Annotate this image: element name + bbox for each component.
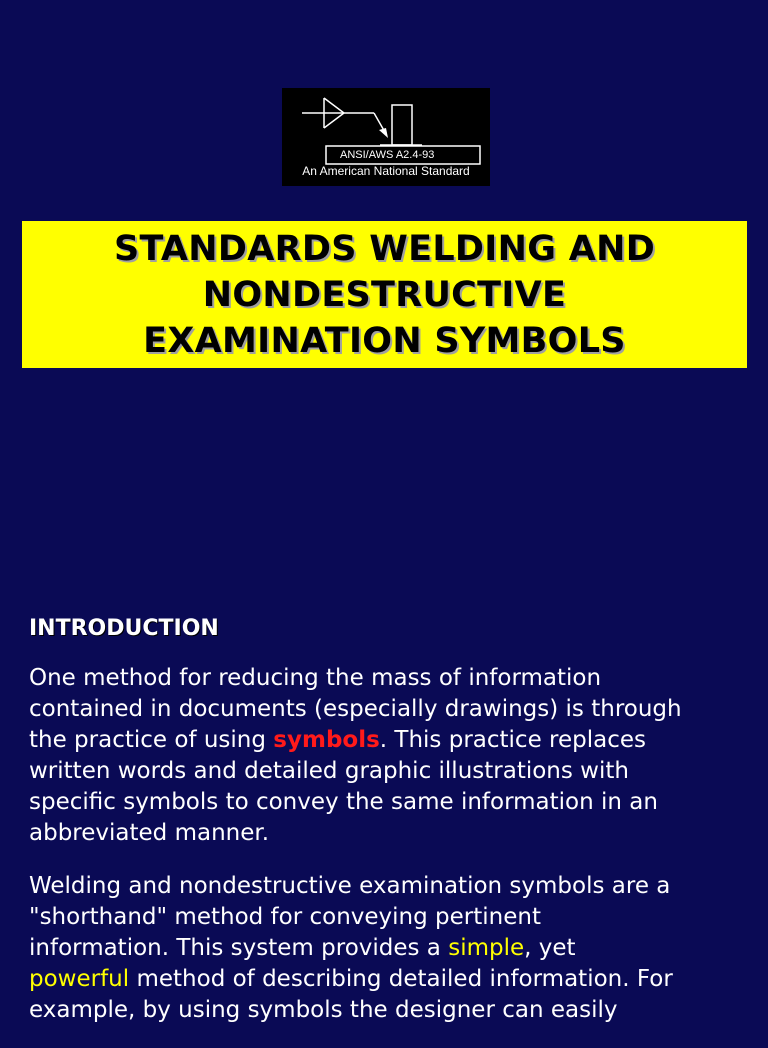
introduction-section [29, 614, 761, 1048]
aws-logo [282, 88, 490, 186]
p2-line-3-start: information. This system provides a [29, 935, 449, 961]
p2-line-3 [29, 933, 761, 964]
p1-line-5: specific symbols to convey the same information in an [29, 789, 658, 815]
title-line-3: EXAMINATION SYMBOLS [143, 320, 626, 361]
title-line-2: NONDESTRUCTIVE [202, 274, 567, 315]
p2-line-3-end: , yet [524, 935, 576, 961]
logo-caption: An American National Standard [302, 164, 470, 178]
p2-line-4-end: method of describing detailed information. For [129, 966, 673, 992]
title-line-1: STANDARDS WELDING AND [113, 228, 656, 269]
p1-line-1: One method for reducing the mass of information [29, 665, 602, 691]
p1-line-2: contained in documents (especially drawings) is through [29, 696, 682, 722]
p1-line-4: written words and detailed graphic illustrations with [29, 758, 629, 784]
keyword-symbols: symbols [273, 727, 380, 753]
keyword-simple: simple [448, 935, 525, 961]
section-heading: INTRODUCTION [29, 616, 219, 641]
title-banner [22, 221, 747, 368]
p1-line-6: abbreviated manner. [29, 820, 270, 846]
intro-paragraph-1 [29, 663, 761, 849]
p2-line-2: "shorthand" method for conveying pertinent [29, 904, 541, 930]
p1-line-3-start: the practice of using [29, 727, 274, 753]
p2-line-1: Welding and nondestructive examination symbols are a [29, 873, 671, 899]
keyword-powerful: powerful [29, 966, 130, 992]
intro-paragraph-2 [29, 871, 761, 1026]
p1-line-3-end: . This practice replaces [379, 727, 647, 753]
p1-line-3 [29, 725, 761, 756]
p2-line-5: example, by using symbols the designer can easily [29, 997, 618, 1023]
p2-line-4 [29, 964, 761, 995]
logo-standard-code: ANSI/AWS A2.4-93 [340, 149, 435, 161]
